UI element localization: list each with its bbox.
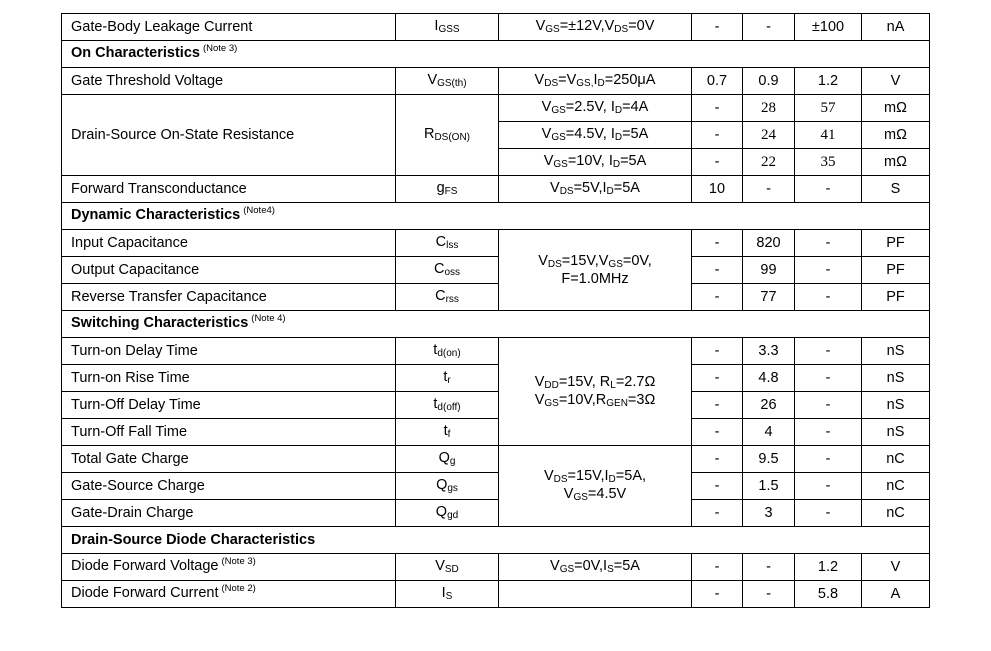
max-value: - bbox=[795, 257, 862, 284]
param-name: Input Capacitance bbox=[62, 230, 396, 257]
max-value: 41 bbox=[795, 122, 862, 149]
min-value: - bbox=[692, 257, 743, 284]
min-value: - bbox=[692, 149, 743, 176]
max-value: - bbox=[795, 284, 862, 311]
section-title: Dynamic Characteristics $^{(Note4)}$ bbox=[62, 203, 930, 230]
min-value: - bbox=[692, 473, 743, 500]
test-condition: $V_{DS}=5V,I_D=5A$ bbox=[499, 176, 692, 203]
section-title: On Characteristics $^{(Note 3)}$ bbox=[62, 41, 930, 68]
max-value: - bbox=[795, 338, 862, 365]
unit: nA bbox=[862, 14, 930, 41]
section-header-row bbox=[62, 527, 930, 554]
max-value: - bbox=[795, 230, 862, 257]
table-row bbox=[62, 473, 930, 500]
typ-value: - bbox=[743, 176, 795, 203]
table-row bbox=[62, 176, 930, 203]
unit: S bbox=[862, 176, 930, 203]
symbol: $t_{d(off)}$ bbox=[396, 392, 499, 419]
unit: PF bbox=[862, 230, 930, 257]
unit: nS bbox=[862, 392, 930, 419]
typ-value: - bbox=[743, 581, 795, 608]
min-value: 0.7 bbox=[692, 68, 743, 95]
typ-value: 4.8 bbox=[743, 365, 795, 392]
param-name: Gate-Drain Charge bbox=[62, 500, 396, 527]
param-name: Reverse Transfer Capacitance bbox=[62, 284, 396, 311]
param-name: Turn-on Rise Time bbox=[62, 365, 396, 392]
symbol: $t_f$ bbox=[396, 419, 499, 446]
test-condition: $V_{GS}=0V,I_S=5A$ bbox=[499, 554, 692, 581]
section-header-row bbox=[62, 41, 930, 68]
table-row bbox=[62, 68, 930, 95]
min-value: - bbox=[692, 338, 743, 365]
table-row bbox=[62, 554, 930, 581]
typ-value: - bbox=[743, 554, 795, 581]
typ-value: 26 bbox=[743, 392, 795, 419]
symbol: $C_{oss}$ bbox=[396, 257, 499, 284]
param-name: Output Capacitance bbox=[62, 257, 396, 284]
symbol: $Q_{gs}$ bbox=[396, 473, 499, 500]
typ-value: 9.5 bbox=[743, 446, 795, 473]
symbol: $V_{GS(th)}$ bbox=[396, 68, 499, 95]
param-name: Diode Forward Voltage $^{(Note 3)}$ bbox=[62, 554, 396, 581]
section-header-row bbox=[62, 203, 930, 230]
max-value: - bbox=[795, 392, 862, 419]
table-row bbox=[62, 95, 930, 122]
max-value: 1.2 bbox=[795, 554, 862, 581]
max-value: 1.2 bbox=[795, 68, 862, 95]
unit: nS bbox=[862, 365, 930, 392]
param-name: Turn-on Delay Time bbox=[62, 338, 396, 365]
max-value: - bbox=[795, 446, 862, 473]
param-name: Gate Threshold Voltage bbox=[62, 68, 396, 95]
min-value: - bbox=[692, 95, 743, 122]
max-value: - bbox=[795, 500, 862, 527]
symbol: $Q_g$ bbox=[396, 446, 499, 473]
table-row bbox=[62, 446, 930, 473]
typ-value: 22 bbox=[743, 149, 795, 176]
min-value: - bbox=[692, 392, 743, 419]
test-condition: $V_{GS}=4.5V$, $I_D=5A$ bbox=[499, 122, 692, 149]
unit: V bbox=[862, 554, 930, 581]
typ-value: 0.9 bbox=[743, 68, 795, 95]
test-condition: $V_{GS}=\pm 12V,V_{DS}=0V$ bbox=[499, 14, 692, 41]
unit: mΩ bbox=[862, 149, 930, 176]
test-condition: $V_{GS}=2.5V$, $I_D=4A$ bbox=[499, 95, 692, 122]
table-row bbox=[62, 284, 930, 311]
typ-value: 820 bbox=[743, 230, 795, 257]
min-value: - bbox=[692, 284, 743, 311]
max-value: - bbox=[795, 176, 862, 203]
max-value: 5.8 bbox=[795, 581, 862, 608]
min-value: - bbox=[692, 365, 743, 392]
param-name: Drain-Source On-State Resistance bbox=[62, 95, 396, 176]
unit: A bbox=[862, 581, 930, 608]
min-value: - bbox=[692, 500, 743, 527]
typ-value: - bbox=[743, 14, 795, 41]
table-row bbox=[62, 581, 930, 608]
table-row bbox=[62, 14, 930, 41]
typ-value: 24 bbox=[743, 122, 795, 149]
test-condition: $V_{DS}=15V,I_D=5A$, $V_{GS}=4.5V$ bbox=[499, 446, 692, 527]
symbol: $I_S$ bbox=[396, 581, 499, 608]
unit: mΩ bbox=[862, 95, 930, 122]
table-row bbox=[62, 392, 930, 419]
max-value: - bbox=[795, 365, 862, 392]
unit: V bbox=[862, 68, 930, 95]
param-name: Gate-Source Charge bbox=[62, 473, 396, 500]
test-condition: $V_{DS}=V_{GS,}I_D=250\mu A$ bbox=[499, 68, 692, 95]
param-name: Gate-Body Leakage Current bbox=[62, 14, 396, 41]
min-value: - bbox=[692, 14, 743, 41]
symbol: $t_{d(on)}$ bbox=[396, 338, 499, 365]
min-value: - bbox=[692, 419, 743, 446]
typ-value: 3.3 bbox=[743, 338, 795, 365]
unit: PF bbox=[862, 257, 930, 284]
max-value: ±100 bbox=[795, 14, 862, 41]
symbol: $g_{FS}$ bbox=[396, 176, 499, 203]
unit: nC bbox=[862, 500, 930, 527]
electrical-characteristics-table bbox=[61, 13, 930, 608]
symbol: $R_{DS(ON)}$ bbox=[396, 95, 499, 176]
param-name: Total Gate Charge bbox=[62, 446, 396, 473]
section-title: Switching Characteristics $^{(Note 4)}$ bbox=[62, 311, 930, 338]
symbol: $t_r$ bbox=[396, 365, 499, 392]
symbol: $C_{lss}$ bbox=[396, 230, 499, 257]
min-value: - bbox=[692, 122, 743, 149]
section-title: Drain-Source Diode Characteristics bbox=[62, 527, 930, 554]
param-name: Turn-Off Delay Time bbox=[62, 392, 396, 419]
typ-value: 99 bbox=[743, 257, 795, 284]
min-value: - bbox=[692, 230, 743, 257]
test-condition: $V_{DS}=15V,V_{GS}=0V$, F=1.0MHz bbox=[499, 230, 692, 311]
param-name: Diode Forward Current $^{(Note 2)}$ bbox=[62, 581, 396, 608]
test-condition: $V_{DD}=15V$, $R_L=2.7\Omega$ $V_{GS}=10V,R_{GEN}=3\Omega$ bbox=[499, 338, 692, 446]
unit: mΩ bbox=[862, 122, 930, 149]
typ-value: 1.5 bbox=[743, 473, 795, 500]
typ-value: 3 bbox=[743, 500, 795, 527]
max-value: 35 bbox=[795, 149, 862, 176]
test-condition: $V_{GS}=10V$, $I_D=5A$ bbox=[499, 149, 692, 176]
section-header-row bbox=[62, 311, 930, 338]
symbol: $I_{GSS}$ bbox=[396, 14, 499, 41]
table-row bbox=[62, 338, 930, 365]
min-value: 10 bbox=[692, 176, 743, 203]
min-value: - bbox=[692, 554, 743, 581]
unit: nS bbox=[862, 338, 930, 365]
table-row bbox=[62, 500, 930, 527]
table-row bbox=[62, 419, 930, 446]
typ-value: 77 bbox=[743, 284, 795, 311]
table-row bbox=[62, 230, 930, 257]
max-value: - bbox=[795, 419, 862, 446]
min-value: - bbox=[692, 446, 743, 473]
max-value: 57 bbox=[795, 95, 862, 122]
param-name: Forward Transconductance bbox=[62, 176, 396, 203]
unit: nC bbox=[862, 473, 930, 500]
max-value: - bbox=[795, 473, 862, 500]
min-value: - bbox=[692, 581, 743, 608]
table-row bbox=[62, 365, 930, 392]
param-name: Turn-Off Fall Time bbox=[62, 419, 396, 446]
symbol: $V_{SD}$ bbox=[396, 554, 499, 581]
typ-value: 4 bbox=[743, 419, 795, 446]
unit: nS bbox=[862, 419, 930, 446]
unit: nC bbox=[862, 446, 930, 473]
test-condition bbox=[499, 581, 692, 608]
symbol: $C_{rss}$ bbox=[396, 284, 499, 311]
typ-value: 28 bbox=[743, 95, 795, 122]
symbol: $Q_{gd}$ bbox=[396, 500, 499, 527]
table-row bbox=[62, 257, 930, 284]
unit: PF bbox=[862, 284, 930, 311]
